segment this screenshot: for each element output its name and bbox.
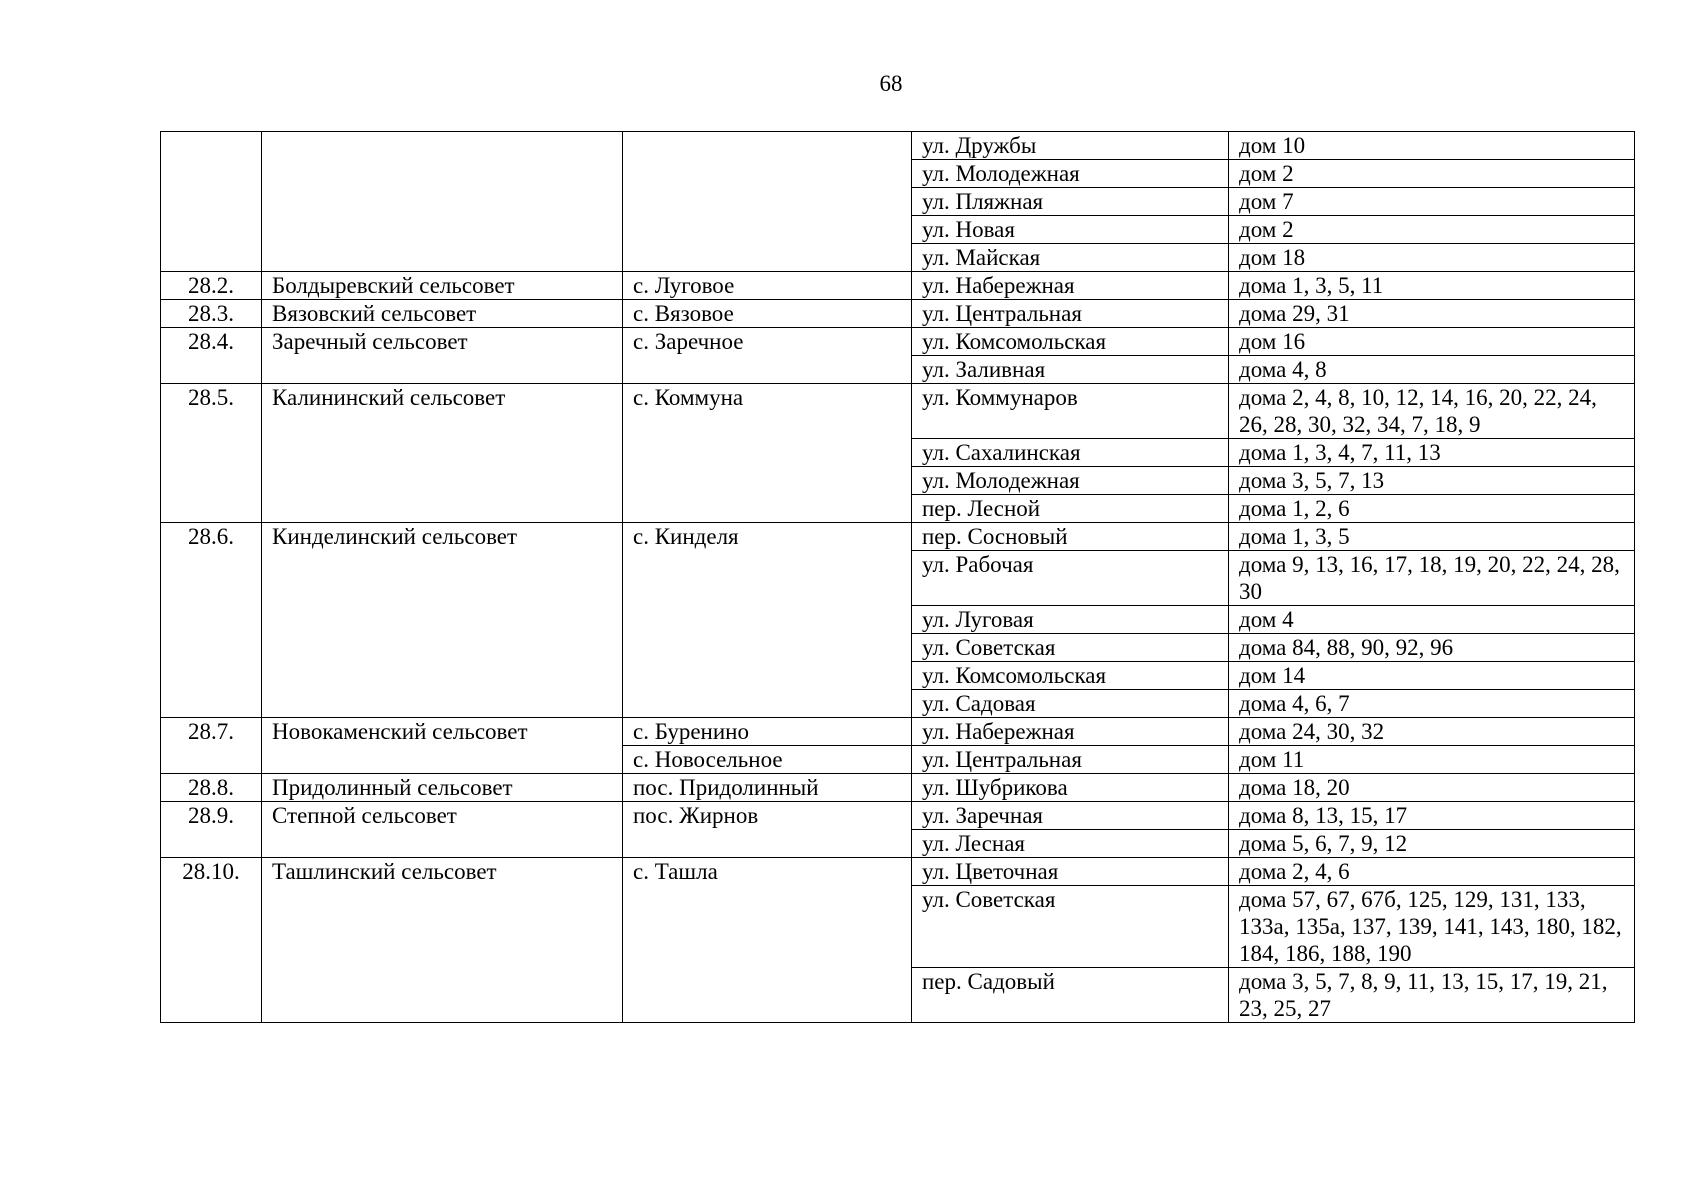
houses-cell: дома 29, 31 [1229, 300, 1635, 328]
entry-number-cell [161, 132, 262, 272]
entry-number-cell: 28.4. [161, 328, 262, 384]
street-cell: ул. Лесная [912, 830, 1229, 858]
houses-cell: дом 4 [1229, 606, 1635, 634]
houses-cell: дома 1, 3, 5 [1229, 523, 1635, 551]
locality-cell: с. Заречное [623, 328, 912, 384]
page-number: 68 [879, 71, 903, 96]
entry-number-cell: 28.2. [161, 272, 262, 300]
locality-cell: пос. Придолинный [623, 774, 912, 802]
street-cell: ул. Луговая [912, 606, 1229, 634]
houses-cell: дома 4, 6, 7 [1229, 690, 1635, 718]
council-cell: Ташлинский сельсовет [262, 858, 623, 1023]
settlement-address-table [160, 131, 1635, 1023]
street-cell: ул. Комсомольская [912, 662, 1229, 690]
houses-cell: дома 1, 3, 5, 11 [1229, 272, 1635, 300]
houses-cell: дом 16 [1229, 328, 1635, 356]
street-cell: пер. Садовый [912, 968, 1229, 1023]
houses-cell: дом 10 [1229, 132, 1635, 160]
council-cell [262, 132, 623, 272]
houses-cell: дома 57, 67, 67б, 125, 129, 131, 133, 133а, 135а, 137, 139, 141, 143, 180, 182, 184, 186, 188, 190 [1229, 886, 1635, 968]
houses-cell: дома 1, 3, 4, 7, 11, 13 [1229, 439, 1635, 467]
council-cell: Степной сельсовет [262, 802, 623, 858]
table-row [161, 384, 1635, 439]
houses-cell: дом 18 [1229, 244, 1635, 272]
street-cell: ул. Новая [912, 216, 1229, 244]
table-row [161, 774, 1635, 802]
council-cell: Кинделинский сельсовет [262, 523, 623, 718]
council-cell: Придолинный сельсовет [262, 774, 623, 802]
houses-cell: дома 1, 2, 6 [1229, 495, 1635, 523]
council-cell: Калининский сельсовет [262, 384, 623, 523]
houses-cell: дома 84, 88, 90, 92, 96 [1229, 634, 1635, 662]
table-row [161, 802, 1635, 830]
street-cell: ул. Цветочная [912, 858, 1229, 886]
street-cell: ул. Заречная [912, 802, 1229, 830]
table-row [161, 272, 1635, 300]
street-cell: ул. Комсомольская [912, 328, 1229, 356]
street-cell: ул. Заливная [912, 356, 1229, 384]
houses-cell: дома 9, 13, 16, 17, 18, 19, 20, 22, 24, 28, 30 [1229, 551, 1635, 606]
street-cell: ул. Майская [912, 244, 1229, 272]
street-cell: ул. Советская [912, 886, 1229, 968]
table-row [161, 523, 1635, 551]
street-cell: ул. Пляжная [912, 188, 1229, 216]
street-cell: ул. Садовая [912, 690, 1229, 718]
entry-number-cell: 28.9. [161, 802, 262, 858]
entry-number-cell: 28.8. [161, 774, 262, 802]
houses-cell: дом 2 [1229, 160, 1635, 188]
council-cell: Вязовский сельсовет [262, 300, 623, 328]
houses-cell: дома 2, 4, 6 [1229, 858, 1635, 886]
street-cell: ул. Центральная [912, 300, 1229, 328]
locality-cell: с. Новосельное [623, 746, 912, 774]
houses-cell: дома 3, 5, 7, 8, 9, 11, 13, 15, 17, 19, 21, 23, 25, 27 [1229, 968, 1635, 1023]
street-cell: ул. Центральная [912, 746, 1229, 774]
entry-number-cell: 28.7. [161, 718, 262, 774]
locality-cell: с. Луговое [623, 272, 912, 300]
locality-cell: с. Вязовое [623, 300, 912, 328]
entry-number-cell: 28.5. [161, 384, 262, 523]
houses-cell: дома 3, 5, 7, 13 [1229, 467, 1635, 495]
street-cell: пер. Лесной [912, 495, 1229, 523]
street-cell: пер. Сосновый [912, 523, 1229, 551]
entry-number-cell: 28.10. [161, 858, 262, 1023]
entry-number-cell: 28.6. [161, 523, 262, 718]
locality-cell: с. Буренино [623, 718, 912, 746]
street-cell: ул. Рабочая [912, 551, 1229, 606]
houses-cell: дома 4, 8 [1229, 356, 1635, 384]
street-cell: ул. Советская [912, 634, 1229, 662]
locality-cell: с. Кинделя [623, 523, 912, 718]
locality-cell: пос. Жирнов [623, 802, 912, 858]
table-row [161, 300, 1635, 328]
council-cell: Болдыревский сельсовет [262, 272, 623, 300]
council-cell: Заречный сельсовет [262, 328, 623, 384]
street-cell: ул. Коммунаров [912, 384, 1229, 439]
council-cell: Новокаменский сельсовет [262, 718, 623, 774]
street-cell: ул. Молодежная [912, 467, 1229, 495]
entry-number-cell: 28.3. [161, 300, 262, 328]
table-row [161, 718, 1635, 746]
locality-cell: с. Коммуна [623, 384, 912, 523]
street-cell: ул. Шубрикова [912, 774, 1229, 802]
table-row [161, 858, 1635, 886]
houses-cell: дом 14 [1229, 662, 1635, 690]
houses-cell: дом 7 [1229, 188, 1635, 216]
table-row [161, 328, 1635, 356]
table-row [161, 132, 1635, 160]
houses-cell: дома 8, 13, 15, 17 [1229, 802, 1635, 830]
locality-cell: с. Ташла [623, 858, 912, 1023]
street-cell: ул. Дружбы [912, 132, 1229, 160]
street-cell: ул. Набережная [912, 718, 1229, 746]
houses-cell: дома 2, 4, 8, 10, 12, 14, 16, 20, 22, 24, 26, 28, 30, 32, 34, 7, 18, 9 [1229, 384, 1635, 439]
houses-cell: дома 18, 20 [1229, 774, 1635, 802]
houses-cell: дом 2 [1229, 216, 1635, 244]
street-cell: ул. Сахалинская [912, 439, 1229, 467]
street-cell: ул. Молодежная [912, 160, 1229, 188]
houses-cell: дома 24, 30, 32 [1229, 718, 1635, 746]
locality-cell [623, 132, 912, 272]
houses-cell: дома 5, 6, 7, 9, 12 [1229, 830, 1635, 858]
houses-cell: дом 11 [1229, 746, 1635, 774]
street-cell: ул. Набережная [912, 272, 1229, 300]
